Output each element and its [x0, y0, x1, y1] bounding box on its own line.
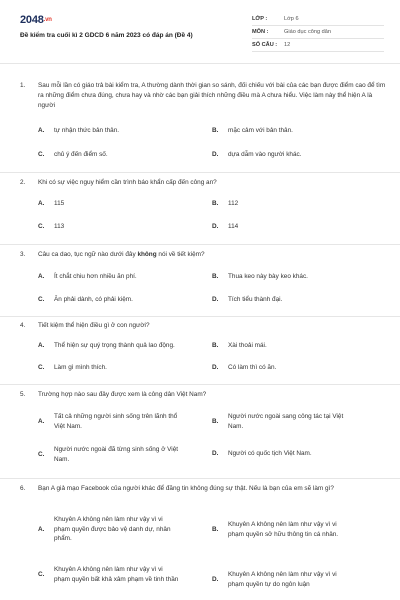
option-letter: C.	[38, 296, 45, 303]
option-letter: B.	[212, 342, 219, 349]
question-text: Sau mỗi lần có giáo trả bài kiểm tra, A thường dành thời gian so sánh, đối chiếu với bài của các bạn được điểm cao để tìm ra những điểm chưa đúng, chưa hay và nhờ các bạn giải thích những điều mà A chưa hiểu. Việc làm này thể hiện A là người	[38, 82, 386, 109]
option-text: Có làm thì có ăn.	[228, 364, 277, 371]
option-letter: C.	[38, 570, 45, 578]
option-letter: C.	[38, 450, 45, 458]
option-a[interactable]	[38, 341, 214, 351]
option-letter: C.	[38, 151, 45, 158]
option-text: 113	[54, 223, 65, 230]
question-text: Trường hợp nào sau đây được xem là công dân Việt Nam?	[38, 391, 207, 398]
document-title: Đề kiểm tra cuối kì 2 GDCD 6 năm 2023 có đáp án (Đề 4)	[20, 32, 193, 39]
option-letter: D.	[212, 223, 219, 230]
question-2	[0, 173, 400, 245]
question-number: 2.	[20, 179, 26, 186]
option-c[interactable]	[38, 222, 180, 232]
option-d[interactable]	[212, 222, 354, 232]
option-a[interactable]	[38, 126, 180, 136]
option-a[interactable]	[38, 515, 180, 544]
option-text: Tích tiểu thành đại.	[228, 296, 283, 303]
option-b[interactable]	[212, 199, 354, 209]
option-text: Xài thoải mái.	[228, 342, 267, 349]
option-text: Ăn phải dành, có phải kiệm.	[54, 296, 133, 303]
option-c[interactable]	[38, 150, 180, 160]
option-text: Người có quốc tịch Việt Nam.	[228, 450, 312, 457]
option-c[interactable]	[38, 363, 180, 373]
question-number: 1.	[20, 82, 26, 89]
page-header	[0, 0, 400, 64]
option-letter: D.	[212, 151, 219, 158]
option-text: Khuyên A không nên làm như vậy vì vi phạm quyền tự do ngôn luận	[228, 571, 337, 588]
option-c[interactable]	[38, 565, 180, 584]
info-key: MÔN :	[252, 29, 269, 35]
option-letter: D.	[212, 296, 219, 303]
question-emphasis: không	[137, 251, 157, 258]
info-value: Lớp 6	[284, 16, 299, 22]
option-letter: B.	[212, 417, 219, 425]
question-number: 4.	[20, 322, 26, 329]
option-text: Thể hiện sự quý trọng thành quả lao động.	[54, 342, 175, 349]
question-text: Tiết kiệm thể hiện điều gì ở con người?	[38, 322, 150, 329]
option-letter: A.	[38, 127, 45, 134]
info-key: SỐ CÂU :	[252, 42, 278, 48]
option-text: mặc cảm với bản thân.	[228, 127, 293, 134]
question-4	[0, 317, 400, 385]
option-c[interactable]	[38, 295, 180, 305]
info-row-subject	[252, 26, 384, 39]
question-text-start: Câu ca dao, tục ngữ nào dưới đây	[38, 251, 138, 258]
question-text	[38, 250, 386, 260]
option-letter: D.	[212, 364, 219, 371]
option-a[interactable]	[38, 272, 180, 282]
question-1	[0, 78, 400, 173]
option-b[interactable]	[212, 272, 354, 282]
option-letter: A.	[38, 417, 45, 425]
option-d[interactable]	[212, 570, 354, 589]
question-3	[0, 245, 400, 317]
option-text: Khuyên A không nên làm như vậy vì vi phạm quyền sở hữu thông tin cá nhân.	[228, 521, 339, 538]
option-text: 112	[228, 200, 239, 207]
info-value: 12	[284, 42, 291, 48]
option-c[interactable]	[38, 445, 180, 464]
question-text-end: nói về tiết kiệm?	[156, 251, 205, 258]
option-text: Thua keo này bày keo khác.	[228, 273, 308, 280]
option-d[interactable]	[212, 295, 354, 305]
option-b[interactable]	[212, 341, 354, 351]
info-row-class	[252, 13, 384, 26]
option-b[interactable]	[212, 412, 354, 431]
option-letter: D.	[212, 450, 219, 457]
option-letter: C.	[38, 223, 45, 230]
option-a[interactable]	[38, 412, 180, 431]
info-value: Giáo dục công dân	[284, 29, 331, 35]
question-number: 5.	[20, 391, 26, 398]
option-text: tự nhận thức bản thân.	[54, 127, 120, 134]
option-letter: C.	[38, 364, 45, 371]
option-text: chủ ý đến điểm số.	[54, 151, 108, 158]
option-letter: D.	[212, 575, 219, 583]
logo-text: 2048	[20, 14, 44, 26]
option-d[interactable]	[212, 449, 354, 459]
question-text: Khi có sự việc nguy hiểm cần trình báo khẩn cấp đến công an?	[38, 179, 217, 186]
option-text: Tất cả những người sinh sống trên lãnh thổ Việt Nam.	[54, 413, 178, 430]
option-text: Khuyên A không nên làm như vậy vì vi phạm quyền được bảo vệ danh dự, nhân phẩm.	[54, 516, 171, 542]
option-letter: B.	[212, 525, 219, 533]
site-logo[interactable]	[20, 14, 52, 26]
option-b[interactable]	[212, 126, 354, 136]
question-number: 6.	[20, 485, 26, 492]
exam-info-table	[252, 13, 384, 52]
question-6	[0, 479, 400, 600]
option-text: Người nước ngoài sang công tác tại Việt Nam.	[228, 413, 344, 430]
question-5	[0, 385, 400, 479]
option-letter: A.	[38, 200, 45, 207]
option-text: 114	[228, 223, 239, 230]
option-letter: B.	[212, 273, 219, 280]
option-letter: A.	[38, 273, 45, 280]
option-text: dựa dẫm vào người khác.	[228, 151, 302, 158]
option-letter: A.	[38, 525, 45, 533]
option-text: Khuyên A không nên làm như vậy vì vi phạm quyền bất khả xâm phạm về tinh thần	[54, 566, 179, 583]
option-letter: A.	[38, 342, 45, 349]
option-b[interactable]	[212, 520, 354, 539]
question-text: Bạn A giả mạo Facebook của người khác để đăng tin không đúng sự thật. Nếu là bạn của em sẽ làm gì?	[38, 485, 334, 492]
option-text: 115	[54, 200, 65, 207]
option-d[interactable]	[212, 150, 354, 160]
option-letter: B.	[212, 200, 219, 207]
option-text: Ít chắt chiu hơn nhiều ăn phí.	[54, 273, 137, 280]
question-number: 3.	[20, 251, 26, 258]
logo-suffix: .vn	[43, 17, 52, 24]
option-text: Người nước ngoài đã từng sinh sống ở Việt Nam.	[54, 446, 179, 463]
option-letter: B.	[212, 127, 219, 134]
option-d[interactable]	[212, 363, 354, 373]
info-row-question-count	[252, 39, 384, 52]
option-text: Làm gì mình thích.	[54, 364, 107, 371]
info-key: LỚP :	[252, 16, 268, 22]
option-a[interactable]	[38, 199, 180, 209]
